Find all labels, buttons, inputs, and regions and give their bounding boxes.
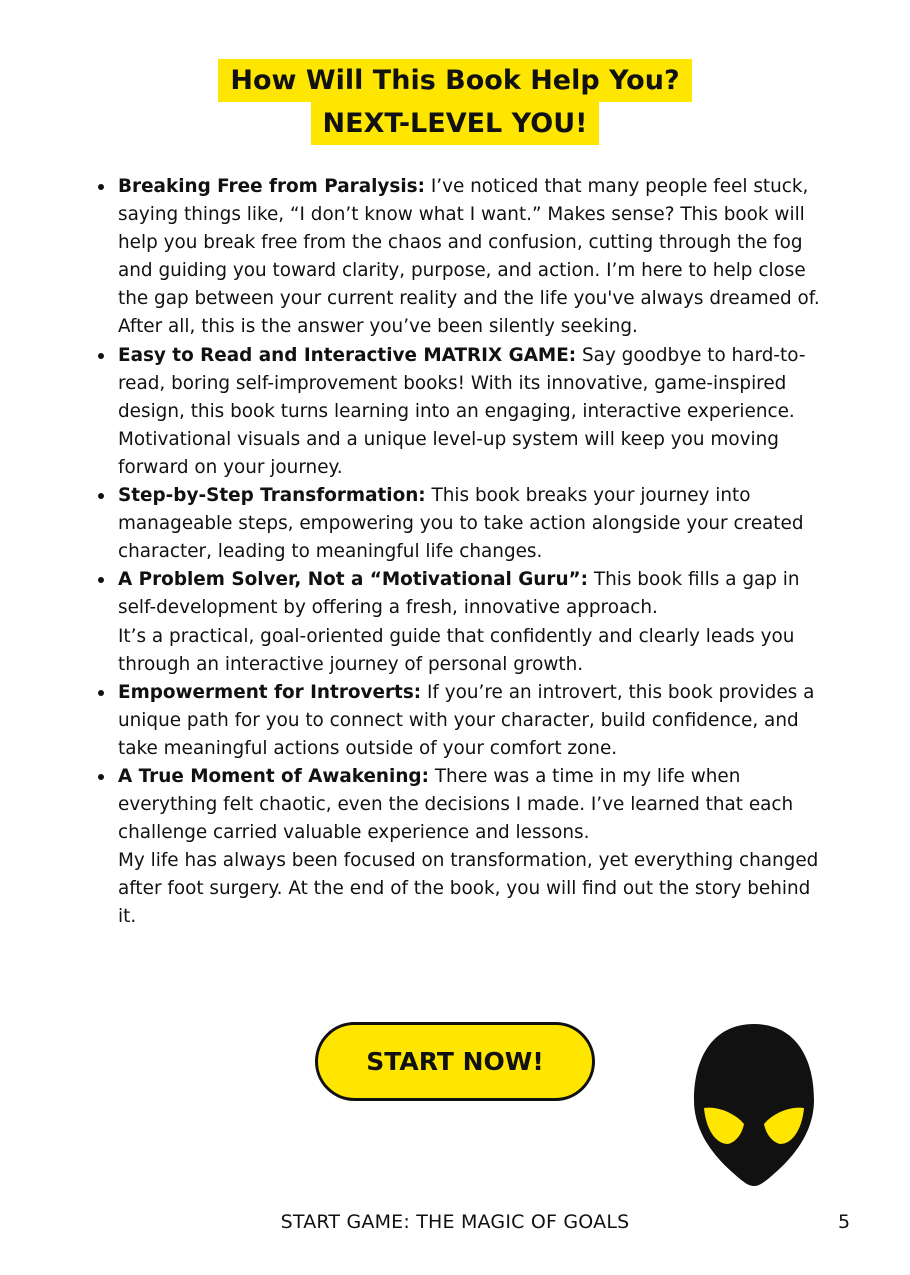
list-item (118, 342, 830, 482)
benefit-title: A Problem Solver, Not a “Motivational Guru”: (118, 569, 589, 591)
benefits-list (118, 173, 830, 932)
benefit-text: Say goodbye to hard-to-read, boring self-improvement books! With its innovative, game-inspired design, this book turns learning into an engaging, interactive experience. Motivational visuals and a unique level-up system will keep you moving forward on your journey. (118, 344, 806, 478)
list-item (118, 679, 830, 763)
benefit-text: If you’re an introvert, this book provides a unique path for you to connect with your character, build confidence, and take meaningful actions outside of your comfort zone. (118, 681, 815, 759)
benefit-title: A True Moment of Awakening: (118, 765, 429, 787)
list-item (118, 763, 830, 932)
page-number: 5 (838, 1211, 851, 1233)
list-item (118, 482, 830, 566)
page-header (0, 59, 910, 145)
benefit-title: Empowerment for Introverts: (118, 681, 422, 703)
list-item (118, 173, 830, 342)
benefit-title: Breaking Free from Paralysis: (118, 176, 425, 197)
page-title: How Will This Book Help You? (218, 59, 691, 102)
benefit-text: I’ve noticed that many people feel stuck, saying things like, “I don’t know what I want.” Makes sense? This book will help you break free from the chaos and confusion, cutting through the fog and guiding you toward clarity, purpose, and action. I’m here to help close the gap between your current reality and the life you've always dreamed of. After all, this is the answer you’ve been silently seeking. (118, 176, 820, 338)
benefit-text: This book breaks your journey into manageable steps, empowering you to take action alongside your created character, leading to meaningful life changes. (118, 485, 804, 563)
alien-head-shape (694, 1024, 814, 1186)
benefit-text-continued: My life has always been focused on transformation, yet everything changed after foot surgery. At the end of the book, you will find out the story behind it. (118, 850, 819, 928)
benefit-text: There was a time in my life when everything felt chaotic, even the decisions I made. I’ve learned that each challenge carried valuable experience and lessons. (118, 765, 794, 844)
benefit-text-continued: It’s a practical, goal-oriented guide that confidently and clearly leads you through an interactive journey of personal growth. (118, 625, 795, 675)
start-now-button[interactable]: START NOW! (315, 1022, 595, 1101)
benefit-title: Easy to Read and Interactive MATRIX GAME: (118, 344, 577, 366)
benefit-title: Step-by-Step Transformation: (118, 485, 426, 507)
alien-head-icon (692, 1020, 816, 1188)
page-subtitle: NEXT-LEVEL YOU! (311, 102, 600, 145)
footer-book-title: START GAME: THE MAGIC OF GOALS (280, 1211, 630, 1233)
list-item (118, 566, 830, 678)
benefit-text: This book fills a gap in self-development by offering a fresh, innovative approach. (118, 569, 800, 619)
